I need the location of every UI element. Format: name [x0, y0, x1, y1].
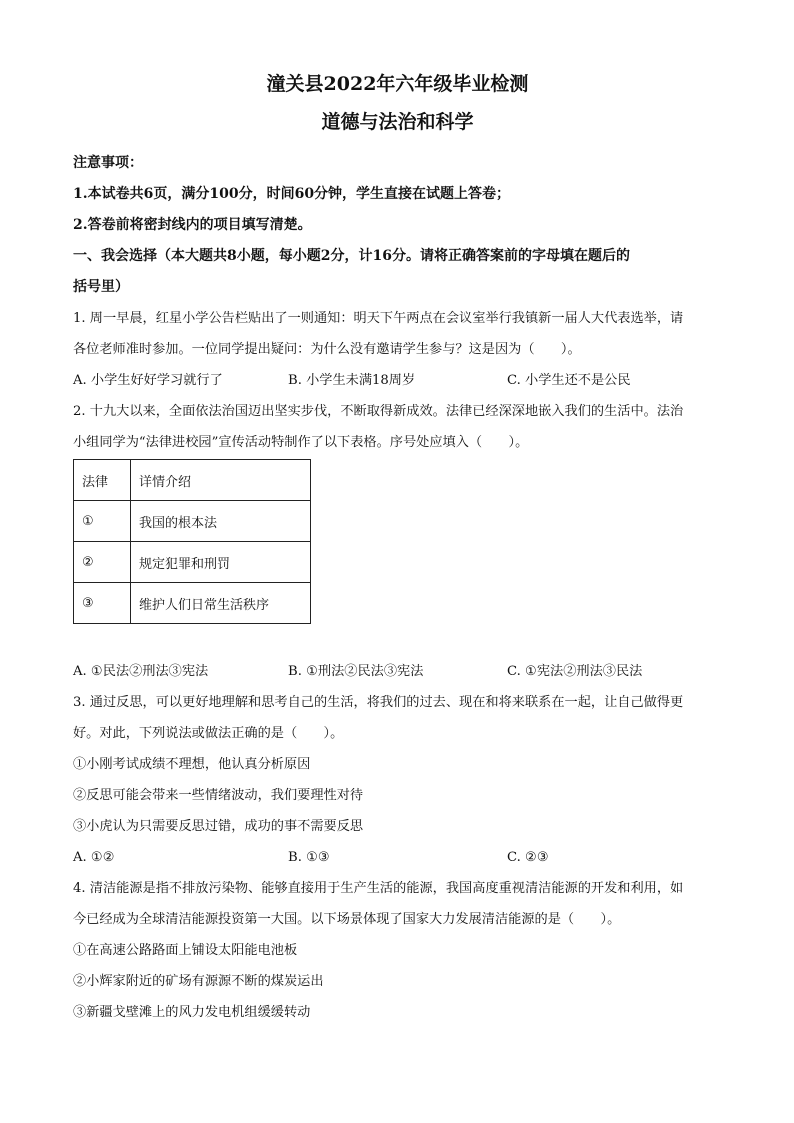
table-cell: 维护人们日常生活秩序 [131, 583, 311, 624]
table-header-cell: 法律 [74, 460, 131, 501]
option-a: A. ①民法②刑法③宪法 [73, 664, 209, 679]
table-header-row [74, 460, 311, 501]
option-a: A. ①② [73, 850, 115, 865]
table-row [74, 583, 311, 624]
option-b: B. 小学生未满18周岁 [288, 373, 416, 388]
table-row [74, 542, 311, 583]
exam-subject: 道德与法治和科学 [321, 111, 474, 133]
question-2-line-1: 2. 十九大以来，全面依法治国迈出坚实步伐，不断取得新成效。法律已经深深地嵌入我们的生活中。法治 [73, 404, 684, 419]
notes-heading: 注意事项： [73, 155, 143, 171]
question-3-options [73, 848, 722, 868]
option-a: A. 小学生好好学习就行了 [73, 373, 223, 388]
question-4-line-1: 4. 清洁能源是指不排放污染物、能够直接用于生产生活的能源，我国高度重视清洁能源的开发和利用，如 [73, 881, 684, 896]
table-cell: 我国的根本法 [131, 501, 311, 542]
law-table [73, 459, 311, 624]
option-b: B. ①刑法②民法③宪法 [288, 664, 424, 679]
table-cell: ③ [74, 583, 131, 624]
question-2-options [73, 662, 722, 682]
question-3-statement-3: ③小虎认为只需要反思过错，成功的事不需要反思 [73, 819, 364, 834]
table-row [74, 501, 311, 542]
question-1-options [73, 371, 722, 391]
option-c: C. ①宪法②刑法③民法 [507, 664, 643, 679]
exam-title: 潼关县2022年六年级毕业检测 [266, 73, 529, 95]
question-3-line-1: 3. 通过反思，可以更好地理解和思考自己的生活，将我们的过去、现在和将来联系在一起，让自己做得更 [73, 695, 684, 710]
question-3-statement-2: ②反思可能会带来一些情绪波动，我们要理性对待 [73, 788, 364, 803]
question-3-statement-1: ①小刚考试成绩不理想，他认真分析原因 [73, 757, 311, 772]
table-cell: ① [74, 501, 131, 542]
question-4-statement-2: ②小辉家附近的矿场有源源不断的煤炭运出 [73, 974, 324, 989]
table-cell: 规定犯罪和刑罚 [131, 542, 311, 583]
option-c: C. ②③ [507, 850, 549, 865]
section-heading: 一、我会选择（本大题共8小题，每小题2分，计16分。请将正确答案前的字母填在题后的 [73, 248, 630, 264]
table-cell: ② [74, 542, 131, 583]
notes-item-1: 1.本试卷共6页，满分100分，时间60分钟，学生直接在试题上答卷； [73, 186, 511, 202]
notes-item-2: 2.答卷前将密封线内的项目填写清楚。 [73, 217, 312, 233]
table-header-cell: 详情介绍 [131, 460, 311, 501]
option-c: C. 小学生还不是公民 [507, 373, 631, 388]
section-heading-cont: 括号里） [73, 279, 129, 295]
question-2-line-2: 小组同学为“法律进校园”宣传活动特制作了以下表格。序号处应填入（ ）。 [73, 435, 529, 450]
option-b: B. ①③ [288, 850, 330, 865]
question-1-line-2: 各位老师准时参加。一位同学提出疑问：为什么没有邀请学生参与？这是因为（ ）。 [73, 342, 581, 357]
question-4-statement-1: ①在高速公路路面上铺设太阳能电池板 [73, 943, 298, 958]
question-3-line-2: 好。对此，下列说法或做法正确的是（ ）。 [73, 726, 344, 741]
question-1-line-1: 1. 周一早晨，红星小学公告栏贴出了一则通知：明天下午两点在会议室举行我镇新一届人大代表选举，请 [73, 311, 684, 326]
question-4-line-2: 今已经成为全球清洁能源投资第一大国。以下场景体现了国家大力发展清洁能源的是（ ）。 [73, 912, 621, 927]
question-4-statement-3: ③新疆戈壁滩上的风力发电机组缓缓转动 [73, 1005, 311, 1020]
